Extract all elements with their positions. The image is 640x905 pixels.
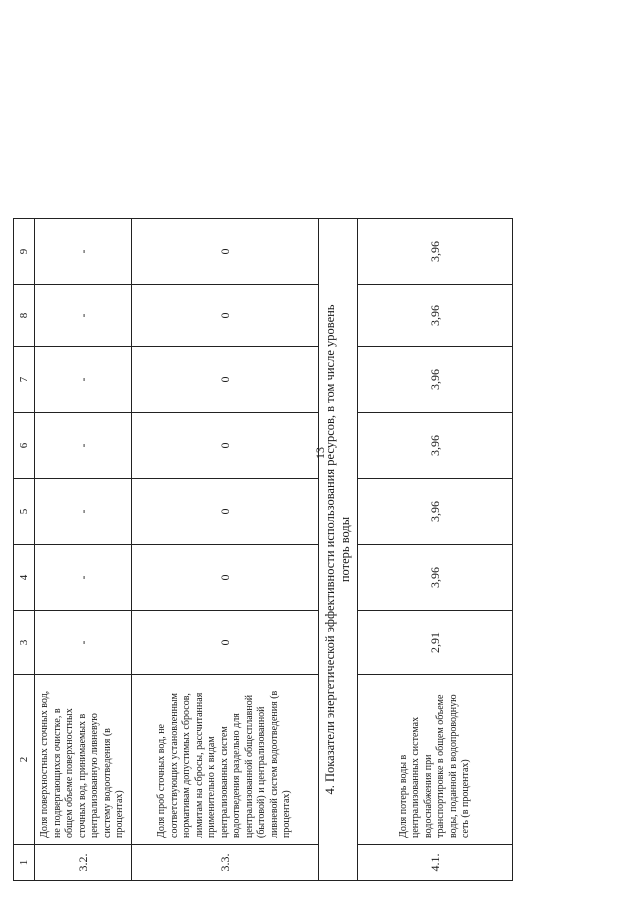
value-cell: - [35,219,132,285]
header-cell: 2 [14,675,35,845]
value-cell: 3,96 [358,219,513,285]
value-cell: 3,96 [358,285,513,347]
table-row-3-2 [35,219,132,881]
header-cell: 3 [14,611,35,675]
value-cell: - [35,479,132,545]
value-cell: 0 [132,219,319,285]
row-description: Доля поверхностных сточных вод, не подвергающихся очистке, в общем объеме поверхностных сточных вод, принимаемых в централизованную ливневую систему водоотведения (в процентах) [35,675,132,845]
table-row-4-1 [358,219,513,881]
section-title-line: потерь воды [338,516,352,583]
header-cell: 5 [14,479,35,545]
value-cell: 0 [132,545,319,611]
value-cell: - [35,413,132,479]
row-description: Доля проб сточных вод, не соответствующих установленным нормативам допустимых сбросов, лимитам на сбросы, рассчитанная применительно к видам централизованных систем водоотведения раздельно для централизованной общесплавной (бытовой) и централизованной ливневой систем водоотведения (в процентах) [132,675,319,845]
value-cell: 3,96 [358,479,513,545]
value-cell: 0 [132,611,319,675]
value-cell: 0 [132,413,319,479]
value-cell: 3,96 [358,347,513,413]
header-cell: 8 [14,285,35,347]
row-number: 4.1. [358,845,513,881]
value-cell: - [35,347,132,413]
value-cell: 0 [132,479,319,545]
row-number: 3.3. [132,845,319,881]
page-number: 13 [313,447,327,459]
row-description: Доля потерь воды в централизованных системах водоснабжения при транспортировке в общем объеме воды, поданной в водопроводную сеть (в процентах) [358,675,513,845]
value-cell: - [35,285,132,347]
row-number: 3.2. [35,845,132,881]
header-row [14,219,35,881]
value-cell: 3,96 [358,545,513,611]
value-cell: 0 [132,347,319,413]
section-title-line: 4. Показатели энергетической эффективности использования ресурсов, в том числе уровень [323,304,337,795]
value-cell: 2,91 [358,611,513,675]
value-cell: - [35,545,132,611]
section-heading-row [319,219,358,881]
table-row-3-3 [132,219,319,881]
value-cell: 0 [132,285,319,347]
value-cell: 3,96 [358,413,513,479]
value-cell: - [35,611,132,675]
header-cell: 6 [14,413,35,479]
indicators-table [13,218,513,881]
section-title [319,219,358,881]
header-cell: 1 [14,845,35,881]
header-cell: 4 [14,545,35,611]
header-cell: 9 [14,219,35,285]
header-cell: 7 [14,347,35,413]
rotated-table-sheet [13,219,499,881]
